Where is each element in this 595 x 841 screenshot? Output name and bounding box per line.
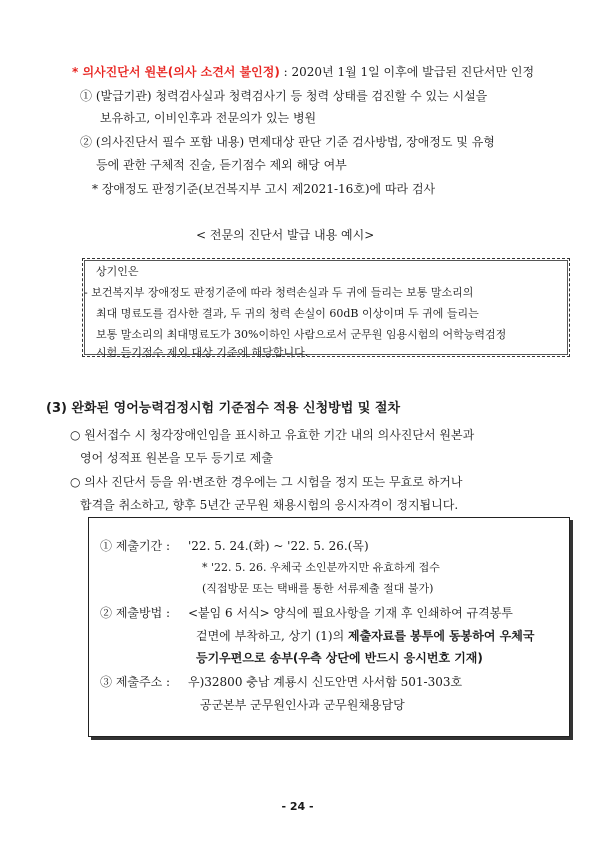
method-bold-text: 제출자료를 봉투에 동봉하여 우체국: [348, 629, 535, 643]
postmark-note: * '22. 5. 26. 우체국 소인분까지만 유효하게 접수: [202, 561, 440, 574]
content-item-line1: ② (의사진단서 필수 포함 내용) 면제대상 판단 기준 검사방법, 장애정도 및 유형: [80, 135, 495, 149]
submit-method-label: ② 제출방법 :: [100, 606, 171, 620]
bullet2-line1: ○ 의사 진단서 등을 위·변조한 경우에는 그 시험을 정지 또는 무효로 하거나: [70, 475, 463, 489]
submit-address-label: ③ 제출주소 :: [100, 675, 171, 689]
diagnosis-requirement: [72, 64, 534, 80]
submit-address-department: 공군본부 군무원인사과 군무원채용담당: [200, 698, 405, 712]
issuer-item-line2: 보유하고, 이비인후과 전문의가 있는 병원: [100, 111, 317, 125]
criteria-note: * 장애정도 판정기준(보건복지부 고시 제2021-16호)에 따라 검사: [92, 182, 436, 196]
example-line3: 최대 명료도를 검사한 결과, 두 귀의 청력 손실이 60dB 이상이며 두 귀에 들리는: [96, 307, 479, 320]
submit-period-value: '22. 5. 24.(화) ~ '22. 5. 26.(목): [188, 539, 369, 553]
example-line2: - 보건복지부 장애정도 판정기준에 따라 청력손실과 두 귀에 들리는 보통 말소리의: [84, 286, 474, 299]
bullet2-line2: 합격을 취소하고, 향후 5년간 군무원 채용시험의 응시자격이 정지됩니다.: [80, 498, 459, 512]
example-title: < 전문의 진단서 발급 내용 예시>: [196, 228, 375, 242]
bullet1-line2: 영어 성적표 원본을 모두 등기로 제출: [80, 451, 273, 465]
issuer-item-line1: ① (발급기관) 청력검사실과 청력검사기 등 청력 상태를 검진할 수 있는 시설을: [80, 89, 488, 103]
red-notice: * 의사진단서 원본(의사 소견서 불인정): [72, 65, 280, 79]
example-line5: 시험 듣기점수 제외 대상 기준에 해당합니다.: [96, 346, 309, 359]
page-number: - 24 -: [281, 800, 314, 813]
submit-address-value: 우)32800 충남 계룡시 신도안면 사서함 501-303호: [188, 675, 463, 689]
example-line1: 상기인은: [96, 265, 139, 278]
method-plain-text: 겉면에 부착하고, 상기 (1)의: [196, 629, 348, 643]
validity-note: : 2020년 1월 1일 이후에 발급된 진단서만 인정: [279, 65, 535, 79]
example-line4: 보통 말소리의 최대명료도가 30%이하인 사람으로서 군무원 임용시험의 어학능력검정: [96, 328, 507, 341]
section-heading: (3) 완화된 영어능력검정시험 기준점수 적용 신청방법 및 절차: [46, 401, 401, 416]
content-item-line2: 등에 관한 구체적 진술, 듣기점수 제외 해당 여부: [96, 158, 347, 172]
submit-method-line2: [196, 628, 534, 644]
no-visit-note: (직접방문 또는 택배를 통한 서류제출 절대 불가): [202, 582, 434, 595]
registered-mail-instruction: 등기우편으로 송부(우측 상단에 반드시 응시번호 기재): [196, 651, 483, 665]
submit-period-label: ① 제출기간 :: [100, 539, 171, 553]
bullet1-line1: ○ 원서접수 시 청각장애인임을 표시하고 유효한 기간 내의 의사진단서 원본과: [70, 428, 475, 442]
submit-method-value: <붙임 6 서식> 양식에 필요사항을 기재 후 인쇄하여 규격봉투: [188, 606, 513, 620]
